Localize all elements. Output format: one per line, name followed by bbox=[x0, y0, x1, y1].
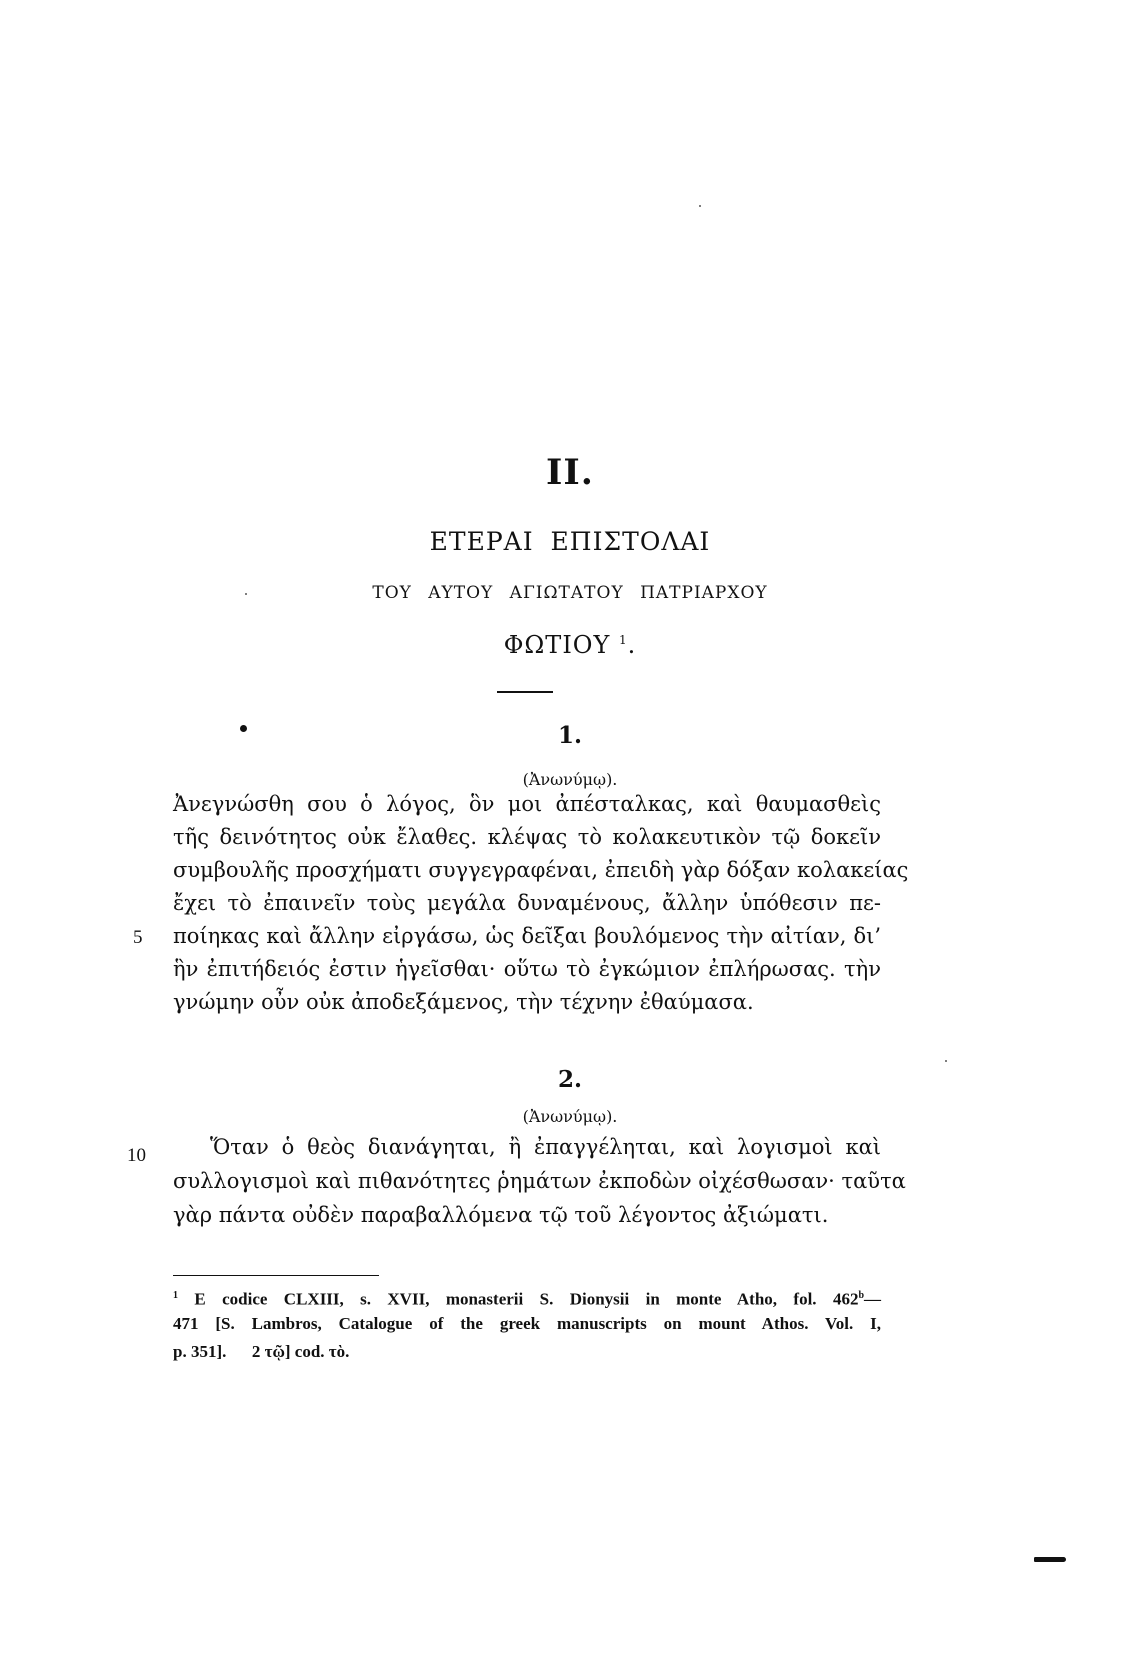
letter-1-line-6: ἣν ἐπιτήδειός ἐστιν ἡγεῖσθαι· οὕτω τὸ ἐγκώμιον ἐπλήρωσας. τὴν bbox=[173, 957, 881, 981]
letter-1-line-3: συμβουλῆς προσχήματι συγγεγραφέναι, ἐπειδὴ γὰρ δόξαν κολακείας bbox=[173, 858, 909, 882]
letter-1-line-4: ἔχει τὸ ἐπαινεῖν τοὺς μεγάλα δυναμένους, ἄλλην ὑπόθεσιν πε- bbox=[173, 891, 881, 915]
letter-2-line-1: Ὅταν ὁ θεὸς διανάγηται, ἢ ἐπαγγέληται, καὶ λογισμοὶ καὶ bbox=[210, 1135, 881, 1159]
scan-speck bbox=[245, 593, 247, 595]
title-footnote-marker: 1 bbox=[618, 633, 628, 647]
scan-edge-mark bbox=[1034, 1557, 1066, 1562]
letter-1-line-1: Ἀνεγνώσθη σου ὁ λόγος, ὃν μοι ἀπέσταλκας, καὶ θαυμασθεὶς bbox=[173, 792, 881, 816]
letter-1-line-7: γνώμην οὖν οὐκ ἀποδεξάμενος, τὴν τέχνην ἐθαύμασα. bbox=[173, 990, 754, 1014]
footnote-rule bbox=[173, 1275, 379, 1276]
footnote-line-1-text: E codice CLXIII, s. XVII, monasterii S. Dionysii in monte Atho, fol. 462 bbox=[194, 1289, 859, 1309]
letter-2-line-2: συλλογισμοὶ καὶ πιθανότητες ῥημάτων ἐκποδὼν οἰχέσθωσαν· ταῦτα bbox=[173, 1169, 906, 1193]
letter-1-line-5: ποίηκας καὶ ἄλλην εἰργάσω, ὡς δεῖξαι βουλόμενος τὴν αἰτίαν, δι’ bbox=[173, 924, 881, 948]
title-period: . bbox=[627, 631, 637, 659]
margin-line-number-5: 5 bbox=[133, 927, 143, 948]
footnote-line-2: 471 [S. Lambros, Catalogue of the greek manuscripts on mount Athos. Vol. I, bbox=[173, 1314, 881, 1333]
letter-1-addressee: (Ἀνωνύμῳ). bbox=[522, 770, 618, 789]
title-line-3 bbox=[0, 631, 1140, 659]
section-numeral: II. bbox=[546, 452, 594, 493]
footnote-line-3: p. 351]. 2 τῷ] cod. τὸ. bbox=[173, 1342, 350, 1361]
title-line-1: ΕΤΕΡΑΙ ΕΠΙΣΤΟΛΑΙ bbox=[429, 527, 711, 556]
title-name: ΦΩΤΙΟΥ bbox=[503, 631, 611, 659]
footnote-folio-sup: b bbox=[858, 1290, 865, 1301]
margin-line-number-10: 10 bbox=[127, 1145, 146, 1166]
letter-1-number: 1. bbox=[557, 722, 582, 749]
scan-speck bbox=[945, 1060, 947, 1062]
title-separator-rule bbox=[497, 691, 553, 693]
letter-2-addressee: (Ἀνωνύμῳ). bbox=[522, 1107, 618, 1126]
footnote-line-1 bbox=[173, 1285, 881, 1311]
footnote-marker: 1 bbox=[173, 1290, 178, 1301]
scan-speck bbox=[699, 205, 701, 207]
footnote-line-1-dash: — bbox=[864, 1289, 882, 1309]
letter-2-number: 2. bbox=[557, 1066, 582, 1093]
letter-2-line-3: γὰρ πάντα οὐδὲν παραβαλλόμενα τῷ τοῦ λέγοντος ἀξιώματι. bbox=[173, 1203, 829, 1227]
title-line-2: ΤΟΥ ΑΥΤΟΥ ΑΓΙΩΤΑΤΟΥ ΠΑΤΡΙΑΡΧΟΥ bbox=[372, 583, 768, 603]
letter-1-line-2: τῆς δεινότητος οὐκ ἔλαθες. κλέψας τὸ κολακευτικὸν τῷ δοκεῖν bbox=[173, 825, 881, 849]
